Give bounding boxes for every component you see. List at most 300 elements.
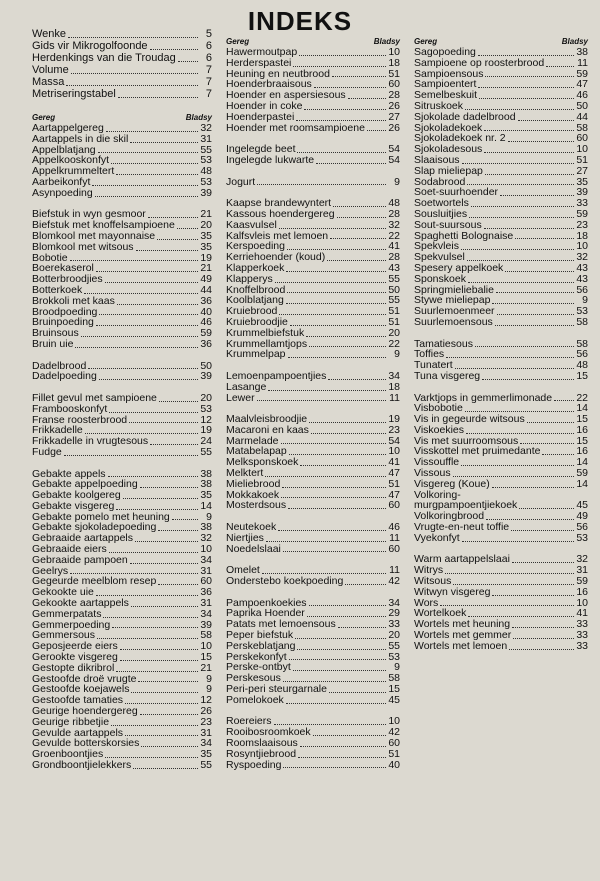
entry-title: Vissous [414, 467, 451, 480]
dot-leader [465, 109, 574, 110]
entry-page-number: 6 [205, 52, 212, 64]
entry-title: Gevulde botterskorsies [32, 737, 140, 750]
entry-title: Volkoringbrood [414, 510, 485, 523]
index-entry [32, 76, 212, 88]
index-entry [414, 112, 588, 123]
entry-title: Macaroni en kaas [226, 423, 309, 436]
entry-page-number: 55 [200, 445, 212, 458]
index-column-1 [32, 112, 212, 771]
entry-page-number: 5 [205, 28, 212, 40]
column-header-gereg: Gereg [32, 113, 56, 122]
dot-leader [108, 476, 198, 477]
entry-title: Gegeurde meelblom resep [32, 575, 157, 588]
index-entry [226, 58, 400, 69]
dot-leader [515, 238, 574, 239]
dot-leader [116, 174, 198, 175]
dot-leader [287, 249, 386, 250]
dot-leader [468, 282, 574, 283]
entry-page-number: 21 [200, 262, 212, 275]
entry-page-number: 29 [388, 607, 400, 620]
index-entry [226, 382, 400, 393]
index-entry [32, 717, 212, 728]
entry-page-number: 51 [388, 315, 400, 328]
entry-title: Roomslaaisous [226, 737, 298, 749]
entry-page-number: 43 [576, 261, 588, 274]
entry-title: Geurige ribbetjie [32, 715, 110, 728]
entry-page-number: 55 [200, 143, 212, 156]
index-entry [226, 641, 400, 652]
entry-page-number: 26 [200, 705, 212, 718]
entry-title: Bobotie [32, 251, 68, 264]
entry-title: Appelblatjang [32, 143, 96, 156]
entry-title: Witwyn visgereg [414, 585, 491, 598]
dot-leader [314, 87, 386, 88]
entry-page-number: 33 [388, 618, 400, 631]
entry-title: Broodpoeding [32, 305, 98, 318]
entry-page-number: 19 [200, 424, 212, 437]
dot-leader [106, 131, 198, 132]
index-entry [414, 274, 588, 285]
index-entry [414, 533, 588, 544]
dot-leader [92, 185, 198, 186]
dot-leader [467, 184, 574, 185]
entry-title: Gekookte aartappels [32, 597, 129, 610]
dot-leader [484, 228, 574, 229]
dot-leader [492, 303, 574, 304]
entry-title: Bruinpoeding [32, 316, 94, 329]
dot-leader [446, 357, 574, 358]
entry-title: Appelkrummeltert [32, 165, 115, 178]
dot-leader [98, 152, 198, 153]
entry-title: Sodabrood [414, 175, 466, 188]
entry-page-number: 35 [200, 240, 212, 253]
entry-title: Wenke [32, 28, 67, 40]
entry-title: Geurige hoendergereg [32, 705, 138, 718]
entry-title: Knoffelbrood [226, 283, 286, 296]
entry-title: Perske-ontbyt [226, 661, 291, 674]
entry-gap [414, 328, 588, 339]
entry-title: Krummelpap [226, 348, 286, 361]
entry-title: Botterkoek [32, 283, 83, 296]
dot-leader [440, 605, 574, 606]
index-entry [414, 587, 588, 598]
entry-title: Biefstuk met knoffelsampioene [32, 219, 175, 232]
entry-page-number: 32 [576, 553, 588, 566]
entry-title: Krummellamtjops [226, 337, 308, 350]
dot-leader [157, 239, 198, 240]
index-entry [32, 760, 212, 771]
entry-title: Gebraaide pampoen [32, 553, 128, 566]
entry-page-number: 39 [200, 186, 212, 199]
entry-page-number: 55 [388, 294, 400, 307]
dot-leader [485, 76, 574, 77]
entry-page-number: 23 [388, 423, 400, 436]
entry-page-number: 27 [388, 110, 400, 123]
entry-page-number: 46 [576, 89, 588, 102]
dot-leader [337, 217, 386, 218]
entry-title: Blomkool met witsous [32, 240, 134, 253]
entry-page-number: 56 [576, 521, 588, 534]
entry-title: Volkoring- [414, 488, 461, 501]
index-entry [414, 317, 588, 328]
entry-page-number: 60 [576, 132, 588, 145]
dot-leader [554, 400, 574, 401]
entry-title: Sjokoladesous [414, 143, 483, 156]
dot-leader [268, 390, 386, 391]
index-entry [414, 641, 588, 652]
entry-title: Metriseringstabel [32, 88, 116, 100]
dot-leader [304, 109, 386, 110]
entry-title: Geposjeerde eiers [32, 640, 118, 653]
entry-page-number: 10 [388, 46, 400, 58]
dot-leader [125, 735, 198, 736]
dot-leader [131, 606, 198, 607]
entry-title: Rosyntjiebrood [226, 747, 297, 760]
entry-page-number: 9 [206, 510, 212, 523]
index-entry [32, 188, 212, 199]
entry-title: Springmieliebalie [414, 283, 494, 296]
entry-page-number: 51 [388, 747, 400, 760]
entry-title: Slap mieliepap [414, 164, 483, 177]
dot-leader [519, 508, 574, 509]
entry-page-number: 55 [388, 272, 400, 285]
entry-title: Gebakte sjokoladepoeding [32, 521, 157, 534]
entry-page-number: 23 [576, 218, 588, 231]
entry-page-number: 15 [388, 683, 400, 696]
entry-title: Kerspoeding [226, 240, 285, 253]
entry-title: Niertjies [226, 531, 264, 544]
dot-leader [328, 379, 386, 380]
entry-title: Hoenderpastei [226, 110, 295, 123]
entry-title: Bruinsous [32, 327, 79, 340]
dot-leader [289, 454, 386, 455]
dot-leader [159, 401, 198, 402]
entry-title: Omelet [226, 564, 260, 577]
dot-leader [462, 541, 574, 542]
dot-leader [297, 649, 386, 650]
entry-title: Wortels met lemoen [414, 639, 508, 652]
entry-title: Aarbeikonfyt [32, 175, 91, 188]
index-entry [32, 339, 212, 350]
dot-leader [116, 509, 198, 510]
dot-leader [279, 314, 386, 315]
entry-title: Matabelapap [226, 445, 287, 458]
entry-page-number: 6 [205, 40, 212, 52]
dot-leader [546, 66, 574, 67]
dot-leader [466, 433, 574, 434]
dot-leader [125, 703, 198, 704]
column-header-gereg: Gereg [414, 37, 438, 46]
dot-leader [112, 627, 198, 628]
dot-leader [136, 250, 198, 251]
dot-leader [471, 206, 574, 207]
entry-page-number: 14 [576, 456, 588, 469]
entry-title: Ingelegde lukwarte [226, 153, 315, 166]
entry-page-number: 21 [200, 661, 212, 674]
entry-gap [226, 166, 400, 177]
entry-title: Klapperys [226, 272, 273, 285]
entry-page-number: 11 [389, 564, 400, 577]
entry-title: Gestoofde koejawels [32, 683, 130, 696]
entry-page-number: 51 [388, 67, 400, 80]
dot-leader [130, 142, 198, 143]
entry-page-number: 60 [388, 499, 400, 512]
dot-leader [141, 746, 198, 747]
index-entry [226, 177, 400, 188]
entry-page-number: 58 [200, 629, 212, 642]
dot-leader [296, 120, 386, 121]
index-entry [32, 88, 212, 100]
entry-title: Peper biefstuk [226, 629, 294, 642]
column-header-bladsy: Bladsy [561, 37, 588, 46]
entry-title: Aartappelgereg [32, 122, 104, 134]
entry-page-number: 45 [388, 693, 400, 706]
entry-title: Sagopoeding [414, 46, 476, 58]
index-entry [32, 242, 212, 253]
dot-leader [88, 368, 198, 369]
dot-leader [469, 217, 574, 218]
entry-page-number: 10 [200, 640, 212, 653]
dot-leader [85, 433, 198, 434]
index-entry [32, 52, 212, 64]
entry-page-number: 32 [200, 122, 212, 134]
entry-page-number: 34 [388, 369, 400, 382]
dot-leader [281, 443, 386, 444]
dot-leader [505, 271, 574, 272]
entry-page-number: 10 [576, 143, 588, 156]
entry-title: Wortels met heuning [414, 618, 511, 631]
entry-page-number: 44 [576, 110, 588, 123]
column-header-bladsy: Bladsy [373, 37, 400, 46]
entry-title: Spekvulsel [414, 251, 465, 264]
column-header-bladsy: Bladsy [185, 113, 212, 122]
entry-page-number: 59 [576, 207, 588, 220]
entry-title: Melksponskoek [226, 456, 299, 469]
entry-page-number: 20 [200, 219, 212, 232]
entry-page-number: 55 [388, 639, 400, 652]
dot-leader [455, 368, 574, 369]
dot-leader [138, 681, 198, 682]
index-entry [226, 220, 400, 231]
dot-leader [278, 530, 386, 531]
entry-title: Visskottel met pruimedante [414, 445, 541, 458]
entry-title: Marmelade [226, 434, 279, 447]
dot-leader [265, 476, 386, 477]
page-title: INDEKS [247, 6, 353, 36]
entry-page-number: 31 [200, 132, 212, 145]
entry-gap [32, 350, 212, 361]
dot-leader [289, 659, 386, 660]
entry-title: Perskekonfyt [226, 650, 287, 663]
entry-page-number: 7 [205, 88, 212, 100]
dot-leader [330, 238, 386, 239]
entry-page-number: 27 [576, 164, 588, 177]
dot-leader [257, 184, 386, 185]
entry-title: Hoenderbraaisous [226, 78, 312, 91]
entry-page-number: 40 [388, 758, 400, 771]
dot-leader [120, 649, 198, 650]
entry-page-number: 42 [388, 726, 400, 739]
index-entry [226, 695, 400, 706]
index-entry [226, 155, 400, 166]
entry-title: Frambooskonfyt [32, 402, 108, 415]
entry-page-number: 39 [200, 618, 212, 631]
entry-page-number: 41 [388, 240, 400, 253]
dot-leader [95, 196, 198, 197]
entry-title: Mokkakoek [226, 488, 280, 501]
dot-leader [66, 85, 198, 86]
entry-page-number: 9 [206, 683, 212, 696]
entry-title: Hoender en aspersiesous [226, 89, 346, 102]
index-entry [414, 220, 588, 231]
dot-leader [96, 595, 198, 596]
entry-page-number: 46 [200, 316, 212, 329]
entry-title: Dadelbrood [32, 359, 87, 372]
dot-leader [300, 746, 386, 747]
entry-title: Sampioentert [414, 78, 477, 91]
entry-page-number: 44 [200, 283, 212, 296]
dot-leader [316, 163, 386, 164]
entry-title: Viskoekies [414, 423, 464, 436]
dot-leader [158, 530, 198, 531]
entry-page-number: 26 [388, 121, 400, 134]
entry-title: Ingelegde beet [226, 143, 296, 156]
entry-page-number: 19 [388, 413, 400, 426]
dot-leader [485, 174, 574, 175]
entry-page-number: 38 [576, 46, 588, 58]
index-entry [32, 447, 212, 458]
entry-page-number: 33 [576, 639, 588, 652]
entry-page-number: 60 [388, 78, 400, 91]
dot-leader [445, 573, 574, 574]
entry-title: Sjokoladekoek nr. 2 [414, 132, 506, 145]
entry-title: Kerriehoender (koud) [226, 251, 326, 264]
dot-leader [345, 584, 386, 585]
dot-leader [453, 584, 574, 585]
dot-leader [511, 530, 574, 531]
entry-page-number: 48 [576, 359, 588, 372]
dot-leader [282, 487, 386, 488]
entry-title: Melktert [226, 467, 264, 480]
index-entry [32, 371, 212, 382]
entry-title: Visbobotie [414, 402, 463, 415]
entry-page-number: 46 [388, 521, 400, 534]
entry-title: Lewer [226, 391, 255, 404]
entry-page-number: 33 [576, 618, 588, 631]
dot-leader [64, 455, 198, 456]
dot-leader [129, 422, 198, 423]
entry-title: Gids vir Mikrogolfoonde [32, 40, 148, 52]
dot-leader [290, 325, 386, 326]
entry-title: Asynpoeding [32, 186, 93, 199]
dot-leader [293, 66, 386, 67]
dot-leader [140, 714, 198, 715]
dot-leader [300, 465, 386, 466]
dot-leader [518, 120, 574, 121]
dot-leader [262, 573, 386, 574]
entry-title: Botterbroodjies [32, 273, 103, 286]
index-entry [226, 112, 400, 123]
entry-title: Tunatert [414, 359, 453, 372]
dot-leader [274, 724, 386, 725]
entry-page-number: 9 [582, 294, 588, 307]
dot-leader [111, 163, 198, 164]
entry-title: Warm aartappelslaai [414, 553, 510, 566]
entry-page-number: 10 [388, 715, 400, 728]
entry-page-number: 34 [388, 596, 400, 609]
entry-title: Tamatiesous [414, 337, 473, 350]
entry-title: Massa [32, 76, 65, 88]
entry-page-number: 14 [200, 499, 212, 512]
entry-title: Groenboontjies [32, 748, 104, 761]
entry-page-number: 11 [389, 531, 400, 544]
entry-title: Sjokoladekoek [414, 121, 483, 134]
index-entry [32, 64, 212, 76]
entry-page-number: 15 [576, 434, 588, 447]
dot-leader [467, 260, 574, 261]
dot-leader [150, 49, 198, 50]
entry-page-number: 53 [388, 650, 400, 663]
entry-page-number: 10 [576, 240, 588, 253]
dot-leader [298, 757, 386, 758]
dot-leader [479, 98, 574, 99]
index-entry [414, 166, 588, 177]
index-entry [32, 28, 212, 40]
entry-page-number: 59 [576, 575, 588, 588]
entry-page-number: 12 [200, 413, 212, 426]
index-entry [226, 274, 400, 285]
entry-page-number: 54 [388, 143, 400, 156]
dot-leader [68, 37, 198, 38]
entry-page-number: 21 [200, 208, 212, 221]
entry-title: Brokkoli met kaas [32, 294, 115, 307]
entry-page-number: 50 [200, 359, 212, 372]
dot-leader [131, 692, 198, 693]
entry-page-number: 39 [576, 186, 588, 199]
entry-page-number: 36 [200, 337, 212, 350]
entry-page-number: 18 [388, 56, 400, 69]
index-entry [226, 500, 400, 511]
dot-leader [283, 551, 386, 552]
dot-leader [496, 292, 574, 293]
entry-title: Grondboontjielekkers [32, 759, 132, 772]
dot-leader [497, 314, 574, 315]
dot-leader [333, 206, 386, 207]
entry-page-number: 40 [200, 305, 212, 318]
entry-title: Gebraaide aartappels [32, 532, 133, 545]
dot-leader [177, 228, 198, 229]
entry-title: Gebakte visgereg [32, 499, 115, 512]
entry-title: Gestoofde tamaties [32, 694, 124, 707]
dot-leader [81, 336, 198, 337]
entry-page-number: 53 [200, 175, 212, 188]
entry-page-number: 9 [394, 175, 400, 188]
entry-page-number: 9 [206, 672, 212, 685]
entry-title: Stywe mieliepap [414, 294, 491, 307]
entry-title: Varktjops in gemmerlimonade [414, 391, 553, 404]
entry-title: Hoender met roomsampioene [226, 121, 365, 134]
dot-leader [332, 76, 386, 77]
entry-title: Gebakte koolgereg [32, 489, 121, 502]
index-entry [32, 134, 212, 145]
dot-leader [120, 660, 198, 661]
dot-leader [172, 519, 198, 520]
entry-title: Suurlemoensous [414, 315, 493, 328]
index-entry [226, 328, 400, 339]
dot-leader [288, 357, 386, 358]
entry-page-number: 22 [388, 229, 400, 242]
entry-page-number: 31 [576, 564, 588, 577]
